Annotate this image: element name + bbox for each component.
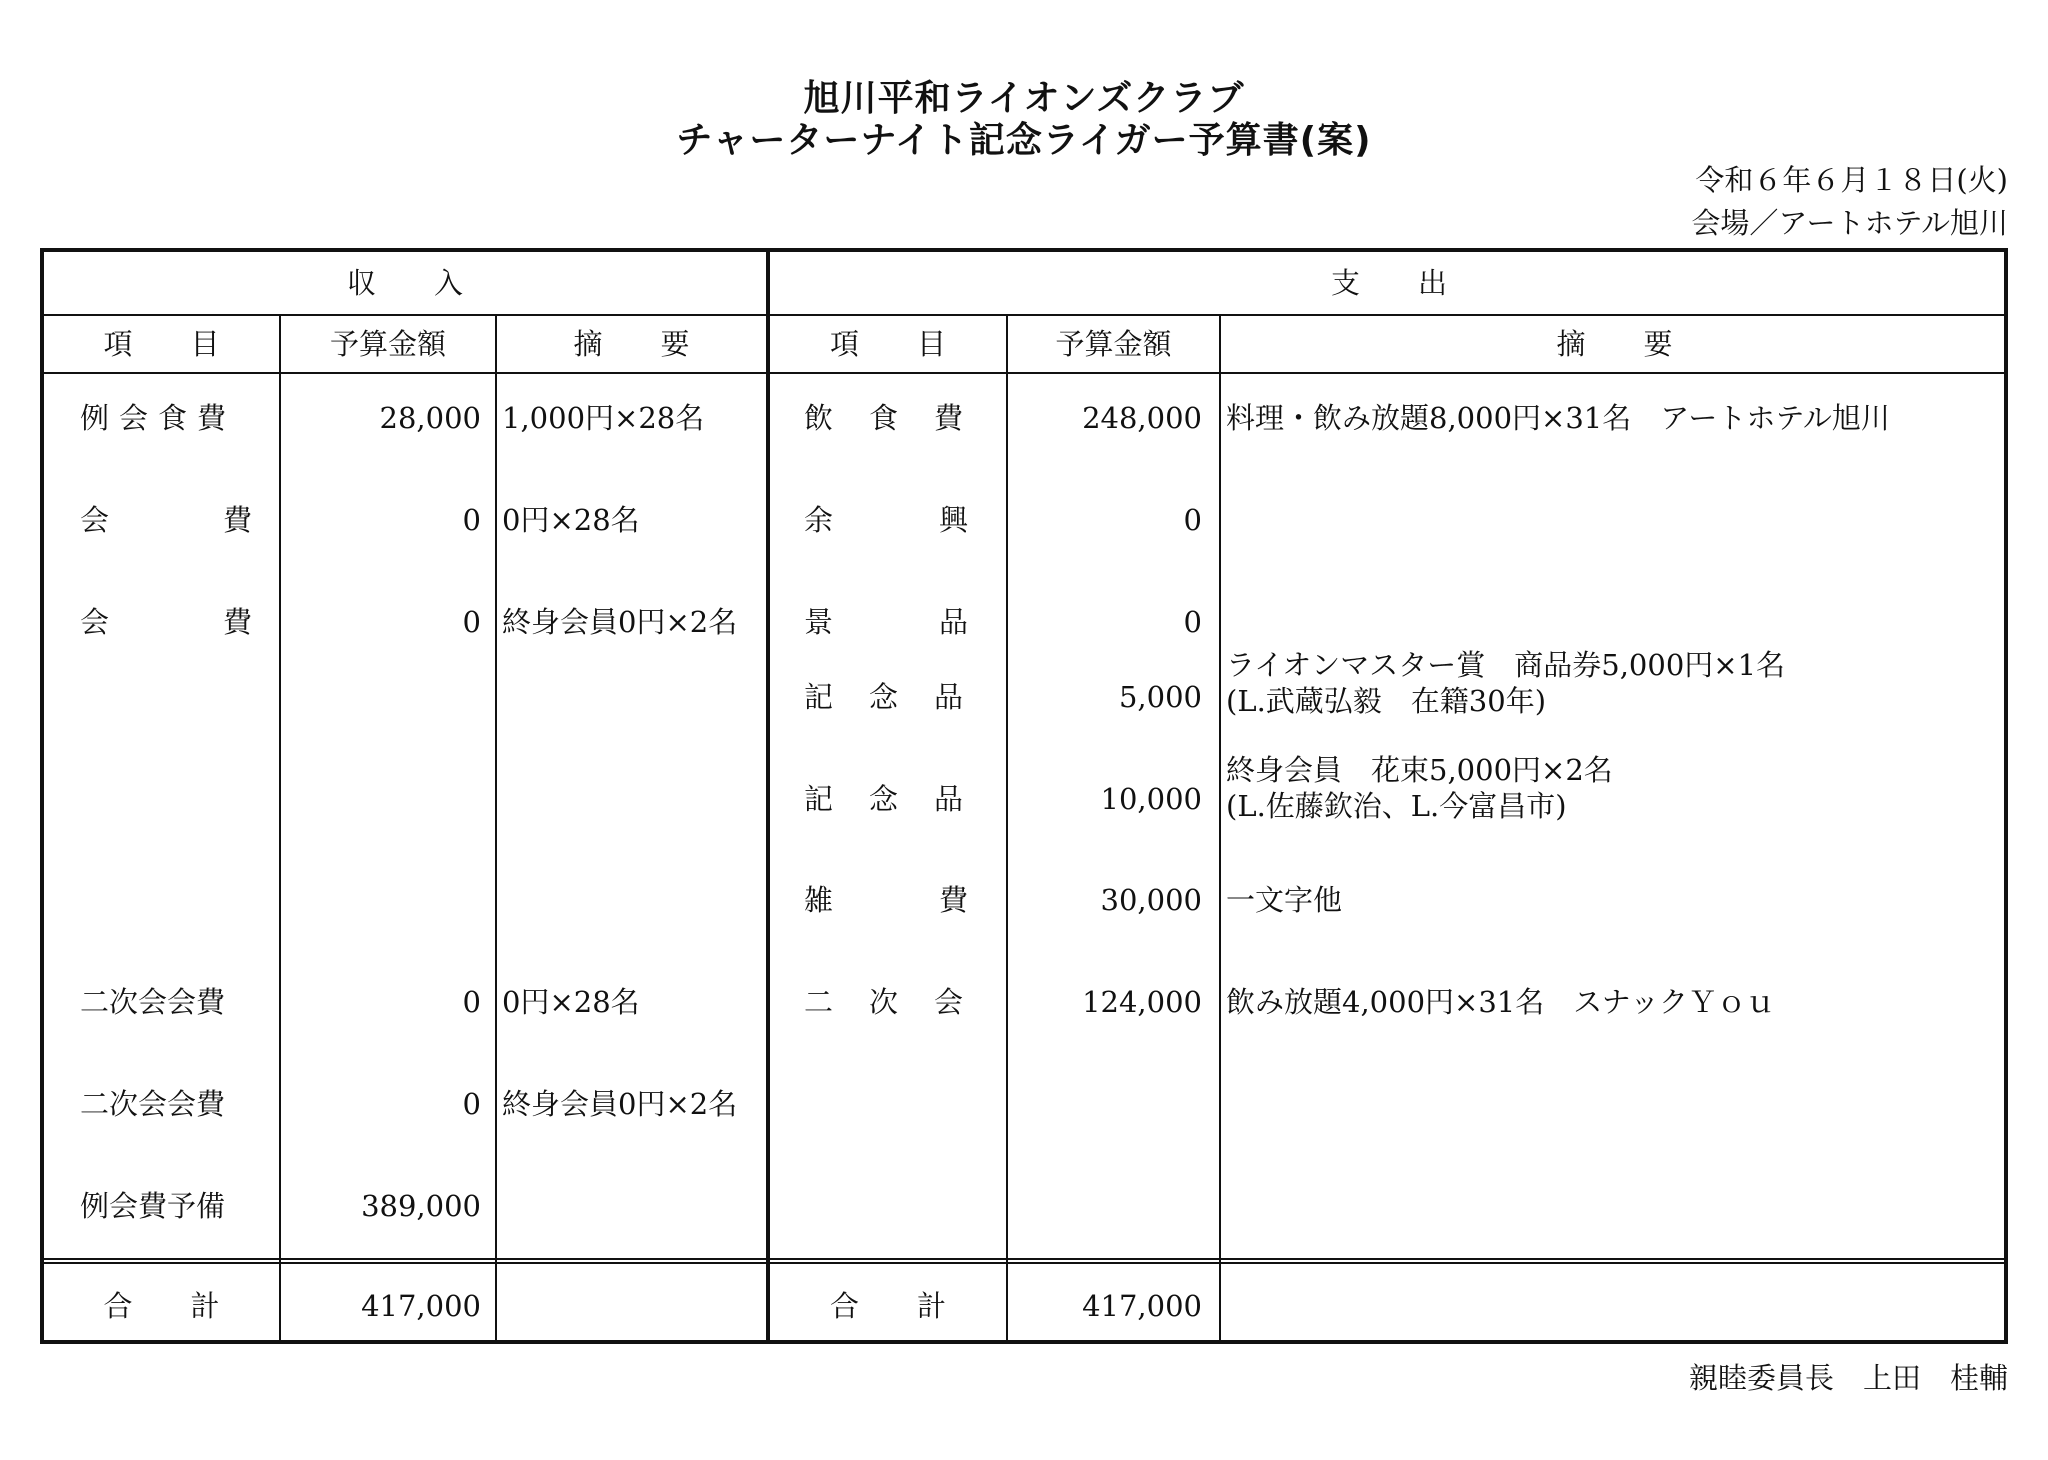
expense-note xyxy=(1226,752,2006,832)
income-total-label: 合 計 xyxy=(103,1289,220,1323)
expense-note: 一文字他 xyxy=(1226,883,1343,917)
expense-amount: 5,000 xyxy=(1118,680,1202,714)
expense-item: 景品 xyxy=(804,605,1075,639)
expense-amount: 248,000 xyxy=(1082,401,1202,435)
income-section-header: 収 入 xyxy=(346,266,463,300)
expense-amount: 30,000 xyxy=(1100,883,1202,917)
income-amount: 0 xyxy=(462,605,481,639)
income-note: 0円×28名 xyxy=(502,985,640,1019)
income-note xyxy=(502,1186,764,1226)
expense-note xyxy=(1226,602,2006,642)
expense-amount: 10,000 xyxy=(1100,782,1202,816)
income-col-note: 摘 要 xyxy=(573,327,690,361)
expense-note-line1: ライオンマスター賞 商品券5,000円×1名 xyxy=(1226,648,1786,682)
expense-note-line2: (L.武蔵弘毅 在籍30年) xyxy=(1226,684,1547,718)
document-title-line2: チャーターナイト記念ライガー予算書(案) xyxy=(676,120,1372,161)
income-total-amount: 417,000 xyxy=(361,1289,481,1323)
expense-section-header: 支 出 xyxy=(1330,266,1447,300)
column-divider xyxy=(279,314,281,1340)
income-col-item: 項 目 xyxy=(103,327,220,361)
column-divider xyxy=(1006,314,1008,1340)
expense-amount: 0 xyxy=(1183,605,1202,639)
budget-table xyxy=(40,248,2008,1344)
expense-total-label: 合 計 xyxy=(829,1289,946,1323)
expense-note xyxy=(1226,647,2006,727)
signature: 親睦委員長 上田 桂輔 xyxy=(1688,1361,2008,1395)
total-double-rule xyxy=(44,1258,2004,1264)
expense-item: 雑費 xyxy=(804,883,1075,917)
expense-item: 飲食費 xyxy=(804,401,1000,435)
income-item: 二次会会費 xyxy=(80,985,226,1019)
expense-total-amount: 417,000 xyxy=(1082,1289,1202,1323)
income-item: 二次会会費 xyxy=(80,1087,226,1121)
income-expense-divider xyxy=(766,252,770,1340)
income-amount: 0 xyxy=(462,985,481,1019)
expense-col-item: 項 目 xyxy=(829,327,946,361)
income-item xyxy=(80,602,252,642)
expense-note-line1: 終身会員 花束5,000円×2名 xyxy=(1226,753,1613,787)
expense-note xyxy=(1226,500,2006,540)
income-amount: 28,000 xyxy=(379,401,481,435)
income-item: 例会費予備 xyxy=(80,1189,226,1223)
expense-item: 二次会 xyxy=(804,985,1000,1019)
income-item: 例会食費 xyxy=(80,401,237,435)
income-note: 終身会員0円×2名 xyxy=(502,605,738,639)
income-amount: 0 xyxy=(462,503,481,537)
expense-col-amount: 予算金額 xyxy=(1055,327,1172,361)
expense-item: 記念品 xyxy=(804,782,1000,816)
expense-col-note: 摘 要 xyxy=(1556,327,1673,361)
expense-item: 余興 xyxy=(804,503,1075,537)
income-amount: 389,000 xyxy=(361,1189,481,1223)
income-note: 1,000円×28名 xyxy=(502,401,705,435)
document-title-line1: 旭川平和ライオンズクラブ xyxy=(803,78,1245,119)
income-note: 0円×28名 xyxy=(502,503,640,537)
expense-amount: 124,000 xyxy=(1082,985,1202,1019)
income-item-text: 会 費 xyxy=(80,503,252,537)
event-venue: 会場／アートホテル旭川 xyxy=(1691,206,2008,240)
income-note: 終身会員0円×2名 xyxy=(502,1087,738,1121)
income-item xyxy=(80,500,252,540)
event-date: 令和６年６月１８日(火) xyxy=(1695,163,2008,197)
expense-note: 料理・飲み放題8,000円×31名 アートホテル旭川 xyxy=(1226,401,1890,435)
column-divider xyxy=(1219,314,1221,1340)
expense-item: 記念品 xyxy=(804,680,1000,714)
income-amount: 0 xyxy=(462,1087,481,1121)
expense-note-line2: (L.佐藤欽治、L.今富昌市) xyxy=(1226,789,1567,823)
income-col-amount: 予算金額 xyxy=(329,327,446,361)
income-item-text: 会 費 xyxy=(80,605,252,639)
column-divider xyxy=(495,314,497,1340)
expense-note: 飲み放題4,000円×31名 スナックＹｏｕ xyxy=(1226,985,1776,1019)
expense-amount: 0 xyxy=(1183,503,1202,537)
